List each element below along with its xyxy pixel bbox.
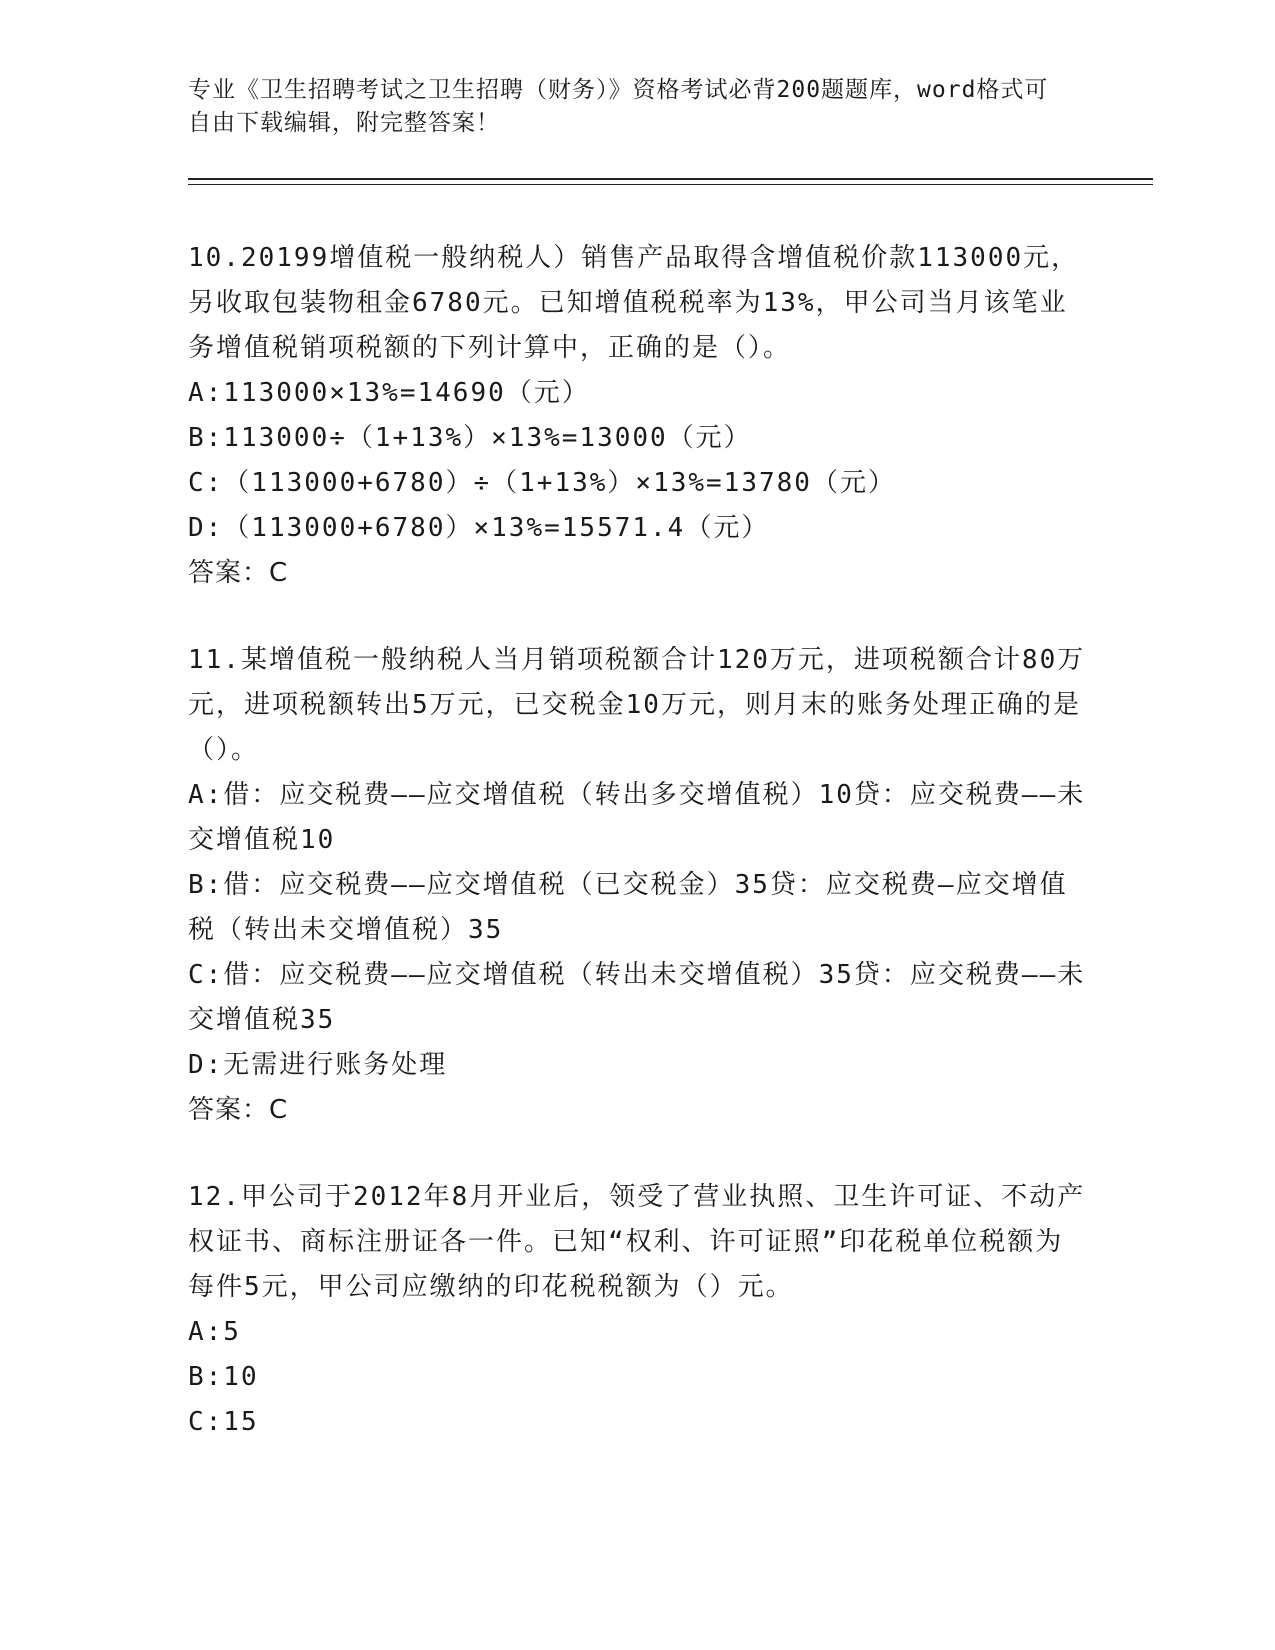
option-b: B:113000÷（1+13%）×13%=13000（元）: [188, 423, 752, 453]
question-11: [188, 638, 1088, 1133]
question-12: [188, 1175, 1088, 1445]
option-b: B:借：应交税费——应交增值税（已交税金）35贷：应交税费—应交增值税（转出未交增值税）35: [188, 870, 1068, 945]
option-b: B:10: [188, 1362, 259, 1392]
question-list: [188, 236, 1088, 1487]
option-a: A:113000×13%=14690（元）: [188, 378, 590, 408]
option-a: A:借：应交税费——应交增值税（转出多交增值税）10贷：应交税费——未交增值税10: [188, 780, 1086, 855]
option-a: A:5: [188, 1317, 241, 1347]
option-d: D:（113000+6780）×13%=15571.4（元）: [188, 513, 770, 543]
answer: 答案：C: [188, 558, 289, 588]
option-d: D:无需进行账务处理: [188, 1050, 448, 1080]
option-c: C:借：应交税费——应交增值税（转出未交增值税）35贷：应交税费——未交增值税35: [188, 960, 1086, 1035]
question-10: [188, 236, 1088, 596]
question-stem: 11.某增值税一般纳税人当月销项税额合计120万元，进项税额合计80万元，进项税额转出5万元，已交税金10万元，则月末的账务处理正确的是（）。: [188, 645, 1086, 765]
option-c: C:（113000+6780）÷（1+13%）×13%=13780（元）: [188, 468, 896, 498]
question-stem: 12.甲公司于2012年8月开业后，领受了营业执照、卫生许可证、不动产权证书、商标注册证各一件。已知“权利、许可证照”印花税单位税额为每件5元，甲公司应缴纳的印花税税额为（）元。: [188, 1182, 1086, 1302]
question-stem: 10.20199增值税一般纳税人）销售产品取得含增值税价款113000元，另收取包装物租金6780元。已知增值税税率为13%，甲公司当月该笔业务增值税销项税额的下列计算中，正确的是（）。: [188, 243, 1080, 363]
answer: 答案：C: [188, 1095, 289, 1125]
header-divider-thin: [188, 184, 1153, 185]
page-header: 专业《卫生招聘考试之卫生招聘（财务）》资格考试必背200题题库，word格式可自由下载编辑，附完整答案！: [188, 77, 1049, 136]
option-c: C:15: [188, 1407, 259, 1437]
header-divider-thick: [188, 178, 1153, 180]
